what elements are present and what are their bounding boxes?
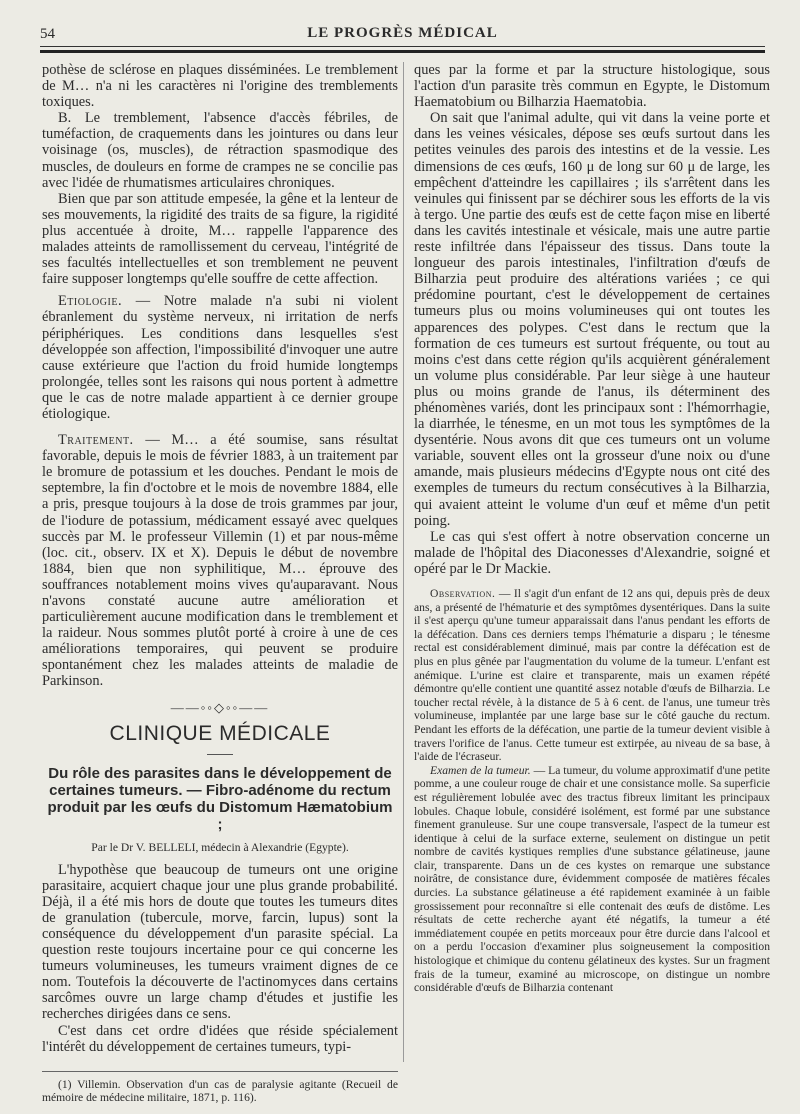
ornament-divider: ——◦◦◇◦◦—— bbox=[170, 699, 270, 715]
paragraph-text: — M… a été soumise, sans résultat favorable, depuis le mois de février 1883, à un traitement par le bromure de potassium et les douches. Pendant le mois de septembre, la fin d'octobre et le mois de novembre 1884, elle a pris, presque toujours à la dose de trois grammes par jour, de l'iodure de potassium, médicament essayé avec quelques succès par M. le professeur Villemin (1) et par nous-même (loc. cit., observ. IX et X). Depuis le début de novembre 1884, bien que non syphilitique, M… éprouve des souffrances notablement moins vives qu'auparavant. Nous n'avons constaté aucune autre amélioration et particulièrement aucune modification dans le tremblement et la raideur. Nous sommes plutôt porté à croire à une de ces améliorations temporaires, qui peuvent se produire spontanément chez les malades atteints de maladie de Parkinson. bbox=[42, 432, 398, 690]
header-rule bbox=[40, 46, 765, 47]
paragraph-etiologie bbox=[42, 293, 398, 422]
right-column bbox=[414, 62, 770, 995]
header-rule-thick bbox=[40, 50, 765, 53]
column-divider bbox=[403, 62, 404, 1062]
paragraph: Le cas qui s'est offert à notre observation concerne un malade de l'hôpital des Diaconesses d'Alexandrie, soigné et opéré par le Dr Mackie. bbox=[414, 528, 770, 577]
section-label: Examen de la tumeur. bbox=[430, 763, 531, 777]
paragraph-traitement bbox=[42, 432, 398, 690]
page-number: 54 bbox=[40, 26, 55, 42]
paragraph: pothèse de sclérose en plaques disséminées. Le tremblement de M… n'a ni les caractères ni l'origine des tremblements toxiques. bbox=[42, 62, 398, 111]
page-header bbox=[40, 22, 765, 46]
footnote-rule bbox=[42, 1071, 398, 1072]
paragraph: C'est dans cet ordre d'idées que réside spécialement l'intérêt du développement de certaines tumeurs, typi- bbox=[42, 1022, 398, 1055]
section-label: Etiologie. bbox=[58, 293, 123, 310]
paragraph-text: — Notre malade n'a subi ni violent ébranlement du système nerveux, ni irritation de nerfs périphériques. Les conditions dans lesquelles s'est développée son affection, l'impossibilité d'invoquer une autre cause extérieure que l'action du froid humide longtemps prolongée, telles sont les raisons qui nous portent à admettre que le cas de notre malade appartient à ce dernier groupe étiologique. bbox=[42, 293, 398, 422]
section-title: CLINIQUE MÉDICALE bbox=[109, 721, 331, 745]
paragraph-text: — La tumeur, du volume approximatif d'une petite pomme, a une couleur rouge de chair et une consistance molle. Sa superficie est régulièrement lobulée avec des tractus fibreux limitant les principaux lobules. Chaque lobule, considéré isolément, est formé par une substance finement granuleuse. Sur une coupe transversale, l'aspect de la tumeur est identique à celui de la surface externe, seulement on distingue un petit nombre de cavités kystiques remplies d'une substance gélatineuse, jaune clair, transparente. Dans un de ces kystes on remarque une substance noirâtre, de consistance dure, évidemment composée de matières fécales durcies. La substance gélatineuse a été rapidement examinée à un faible grossissement pour reconnaître si elle contenait des œufs de distôme. Les résultats de cette recherche ayant été négatifs, la tumeur a été immédiatement coupée en petits morceaux pour être durcie dans l'alcool et on a perdu l'occasion d'examiner plus soigneusement la composition histologique et chimique du contenu gélatineux des kystes. Sur un fragment frais de la tumeur, examiné au microscope, on distingue un nombre considérable d'œufs de Bilharzia contenant bbox=[414, 763, 770, 995]
section-label: Observation. bbox=[430, 587, 496, 600]
section-label: Traitement. bbox=[58, 432, 134, 449]
observation-paragraph bbox=[414, 587, 770, 764]
paragraph: ques par la forme et par la structure histologique, sous l'action d'un parasite très commun en Egypte, le Distomum Haematobium ou Bilharzia Haematobia. bbox=[414, 62, 770, 111]
paragraph-text: — Il s'agit d'un enfant de 12 ans qui, depuis près de deux ans, a présenté de l'hématurie et des symptômes dysentériques. Dans la suite il s'est aperçu qu'une tumeur apparaissait dans l'anus pendant les efforts de la défécation. Dans ces derniers temps l'hématurie a disparu ; le ténesme rectal est considérablement diminué, mais par contre la défécation est de plus en plus gênée par l'augmentation du volume de la tumeur. L'enfant est anémique. L'urine est claire et transparente, mais un examen répété démontre qu'elle contient une quantité assez notable d'œufs de Bilharzia. Le toucher rectal révèle, à la distance de 5 à 6 cent. de l'anus, une tumeur très volumineuse, implantée par une large base sur le côté gauche du rectum. Pendant les efforts de la défécation, une partie de la tumeur devient visible à travers l'orifice de l'anus. Cette tumeur est extirpée, au niveau de sa base, à l'aide de l'écraseur. bbox=[414, 587, 770, 764]
footnote: (1) Villemin. Observation d'un cas de paralysie agitante (Recueil de mémoire de médecine militaire, 1871, p. 116). bbox=[42, 1077, 398, 1105]
journal-title: LE PROGRÈS MÉDICAL bbox=[307, 25, 498, 41]
paragraph: Bien que par son attitude empesée, la gêne et la lenteur de ses mouvements, la rigidité des traits de sa figure, la rigidité plus accentuée à droite, M… rappelle l'apparence des malades atteints de ramollissement du cerveau, l'intégrité de ses facultés intellectuelles et son tremblement ne peuvent faire supposer longtemps qu'elle souffre de cette affection. bbox=[42, 190, 398, 288]
article-title: Du rôle des parasites dans le développement de certaines tumeurs. — Fibro-adénome du rectum produit par les œufs du Distomum Hæmatobium ; bbox=[47, 764, 393, 833]
examination-paragraph bbox=[414, 764, 770, 995]
byline: Par le Dr V. BELLELI, médecin à Alexandrie (Egypte). bbox=[91, 840, 349, 854]
left-column bbox=[42, 62, 398, 1105]
paragraph: L'hypothèse que beaucoup de tumeurs ont une origine parasitaire, acquiert chaque jour une plus grande probabilité. Déjà, il a été mis hors de doute que toutes les tumeurs dites de granulation (tubercule, morve, farcin, lupus) sont la conséquence du développement d'un parasite spécial. La question reste toujours incertaine pour ce qui concerne les tumeurs volumineuses, les tumeurs vraiment dignes de ce nom. Toutefois la découverte de l'actinomyces dans certains sarcômes ouvre un large champ d'études et justifie les recherches dirigées dans ce sens. bbox=[42, 861, 398, 1023]
paragraph: On sait que l'animal adulte, qui vit dans la veine porte et dans les veines vésicales, dépose ses œufs surtout dans les petites veinules des parois des intestins et de la vessie. Les dimensions de ces œufs, 160 μ de long sur 60 μ de large, les empêchent d'atteindre les capillaires ; ils s'arrêtent dans les veinules qui finissent par se déchirer sous les efforts de la vis à tergo. Une partie des œufs est de cette façon mise en liberté dans les cavités intestinale et vésicale, mais une autre partie reste infiltrée dans l'épaisseur des tissus. Dans toute la longueur des parois intestinales, l'infiltration d'œufs de Bilharzia peut produire des altérations variées ; ce qui prédomine pourtant, c'est le développement de certaines tumeurs plus ou moins volumineuses qui ont toutes les apparences des polypes. C'est dans le rectum que la formation de ces tumeurs est surtout fréquente, ou tout au moins c'est dans cette région qu'ils acquièrent généralement un volume plus considérable. Par leur siège à une hauteur plus ou moins grande de l'anus, ils déterminent des phénomènes variés, dont les principaux sont : l'hémorrhagie, la diarrhée, le ténesme, en un mot tous les symptômes de la dysentérie. Nous avons dit que ces tumeurs ont un volume variable, souvent elles ont la grosseur d'une noix ou d'une amande, mais plusieurs médecins d'Egypte nous ont cité des exemples de tumeurs du rectum consécutives à la Bilharzia, qui avaient atteint le volume d'un œuf et même d'un petit poing. bbox=[414, 110, 770, 529]
paragraph: B. Le tremblement, l'absence d'accès fébriles, de tuméfaction, de craquements dans les jointures ou dans leur voisinage (os, muscles), de rétraction spasmodique des muscles, de douleurs en forme de crampes ne se concilie pas avec l'idée de rhumatismes articulaires chroniques. bbox=[42, 110, 398, 191]
title-rule bbox=[207, 754, 233, 755]
